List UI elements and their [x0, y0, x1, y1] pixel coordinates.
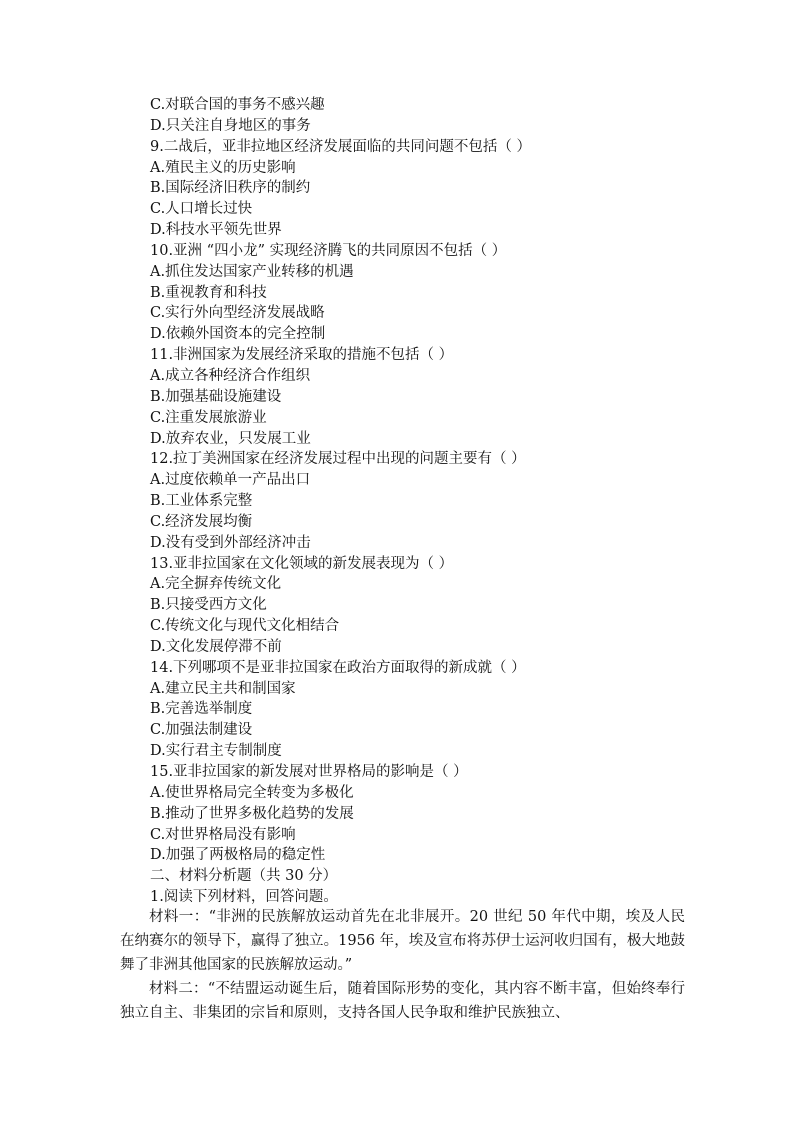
question-13: 13.亚非拉国家在文化领域的新发展表现为（ ） — [150, 555, 454, 572]
material-question-1: 1.阅读下列材料，回答问题。 — [150, 889, 338, 906]
option-a: A.使世界格局完全转变为多极化 — [150, 784, 354, 801]
option-a: A.殖民主义的历史影响 — [150, 159, 296, 176]
option-a: A.抓住发达国家产业转移的机遇 — [150, 263, 354, 280]
text-line: D.只关注自身地区的事务 — [150, 117, 311, 134]
option-b: B.工业体系完整 — [150, 493, 253, 510]
option-d: D.加强了两极格局的稳定性 — [150, 847, 326, 864]
option-a: A.建立民主共和制国家 — [150, 680, 296, 697]
material-one — [120, 905, 685, 977]
option-d: D.文化发展停滞不前 — [150, 638, 282, 655]
option-a: A.过度依赖单一产品出口 — [150, 472, 311, 489]
material-one-text: 材料一：“非洲的民族解放运动首先在北非展开。20 世纪 50 年代中期，埃及人民在纳赛尔的领导下，赢得了独立。1956 年，埃及宣布将苏伊士运河收归国有，极大地鼓舞了非洲其他国家的民族解放运动。” — [120, 909, 685, 973]
option-b: B.只接受西方文化 — [150, 597, 267, 614]
option-c: C.传统文化与现代文化相结合 — [150, 618, 340, 635]
option-a: A.完全摒弃传统文化 — [150, 576, 282, 593]
material-two — [120, 977, 685, 1025]
option-b: B.推动了世界多极化趋势的发展 — [150, 805, 354, 822]
question-14: 14.下列哪项不是亚非拉国家在政治方面取得的新成就（ ） — [150, 659, 526, 676]
option-d: D.放弃农业，只发展工业 — [150, 430, 311, 447]
question-11: 11.非洲国家为发展经济采取的措施不包括（ ） — [150, 347, 454, 364]
question-10: 10.亚洲 “四小龙” 实现经济腾飞的共同原因不包括（ ） — [150, 242, 507, 259]
question-15: 15.亚非拉国家的新发展对世界格局的影响是（ ） — [150, 764, 468, 780]
option-c: C.注重发展旅游业 — [150, 409, 267, 426]
option-b: B.完善选举制度 — [150, 701, 253, 718]
material-two-text: 材料二：“不结盟运动诞生后，随着国际形势的变化，其内容不断丰富，但始终奉行独立自主、非集团的宗旨和原则，支持各国人民争取和维护民族独立、 — [120, 981, 685, 1021]
option-c: C.对世界格局没有影响 — [150, 826, 296, 843]
section-heading: 二、材料分析题（共 30 分） — [150, 868, 338, 885]
option-c: C.加强法制建设 — [150, 722, 253, 739]
option-a: A.成立各种经济合作组织 — [150, 367, 311, 384]
option-c: C.经济发展均衡 — [150, 513, 253, 530]
question-9: 9.二战后，亚非拉地区经济发展面临的共同问题不包括（ ） — [150, 138, 531, 155]
option-d: D.实行君主专制制度 — [150, 743, 282, 760]
option-b: B.重视教育和科技 — [150, 284, 267, 301]
option-c: C.实行外向型经济发展战略 — [150, 305, 325, 322]
option-d: D.科技水平领先世界 — [150, 222, 282, 239]
option-d: D.没有受到外部经济冲击 — [150, 534, 311, 551]
option-d: D.依赖外国资本的完全控制 — [150, 326, 326, 343]
option-c: C.人口增长过快 — [150, 201, 253, 218]
text-line: C.对联合国的事务不感兴趣 — [150, 97, 325, 113]
option-b: B.加强基础设施建设 — [150, 388, 282, 405]
question-list — [150, 95, 690, 908]
option-b: B.国际经济旧秩序的制约 — [150, 180, 311, 197]
question-12: 12.拉丁美洲国家在经济发展过程中出现的问题主要有（ ） — [150, 451, 526, 468]
